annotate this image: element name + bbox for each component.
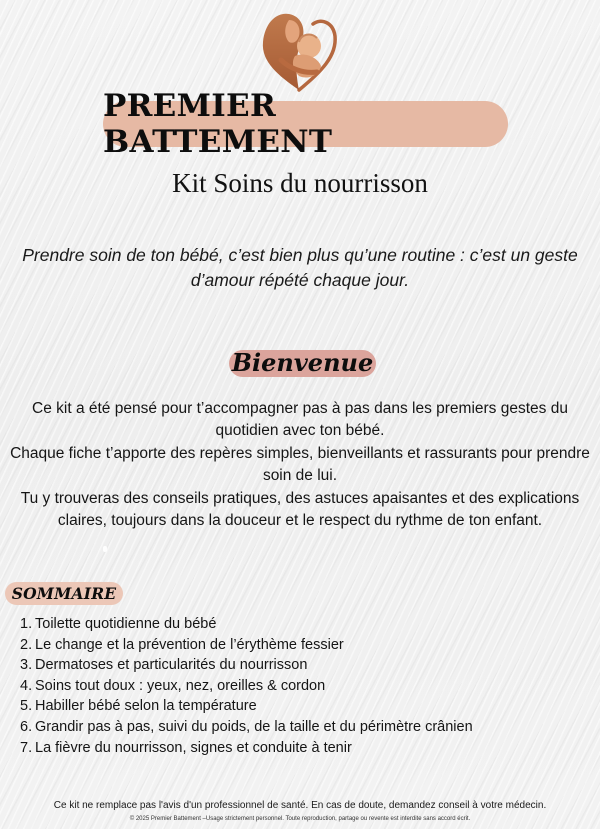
toc-number: 5. [20,698,33,715]
toc-item[interactable] [20,614,473,635]
toc-label: Habiller bébé selon la température [35,698,257,715]
toc-number: 2. [20,636,33,653]
table-of-contents [20,614,473,758]
toc-item[interactable] [20,738,473,759]
toc-item[interactable] [20,655,473,676]
logo-icon [259,6,339,94]
toc-label: Le change et la prévention de l’érythème fessier [35,636,344,653]
summary-heading: SOMMAIRE [11,584,117,603]
toc-number: 1. [20,616,33,632]
brand-title: PREMIER BATTEMENT [103,88,333,160]
welcome-heading-badge [229,350,376,377]
toc-number: 7. [20,739,33,756]
toc-number: 3. [20,657,33,674]
toc-label: La fièvre du nourrisson, signes et conduite à tenir [35,739,352,756]
welcome-paragraph: Tu y trouveras des conseils pratiques, des astuces apaisantes et des explications claires, toujours dans la douceur et le respect du rythme de ton enfant. [20,489,580,530]
mother-and-baby-heart-logo [259,6,339,94]
toc-number: 4. [20,677,33,694]
decorative-sparkle [103,546,107,552]
toc-label: Dermatoses et particularités du nourrisson [35,657,308,674]
footer-disclaimer: Ce kit ne remplace pas l'avis d'un professionnel de santé. En cas de doute, demandez conseil à votre médecin. [53,800,547,811]
toc-item[interactable] [20,676,473,697]
toc-label: Grandir pas à pas, suivi du poids, de la taille et du périmètre crânien [35,718,473,735]
summary-heading-badge [5,582,123,605]
toc-item[interactable] [20,717,473,738]
toc-item[interactable] [20,635,473,656]
page-subtitle: Kit Soins du nourrisson [172,168,428,198]
toc-label: Soins tout doux : yeux, nez, oreilles & cordon [35,677,326,694]
toc-number: 6. [20,718,33,735]
toc-item[interactable] [20,696,473,717]
brand-title-badge [103,88,508,160]
welcome-heading: Bienvenue [231,348,374,377]
welcome-text [10,398,590,532]
tagline-quote: Prendre soin de ton bébé, c’est bien plus qu’une routine : c’est un geste d’amour répété chaque jour. [22,245,578,290]
footer-copyright: © 2025 Premier Battement –Usage strictement personnel. Toute reproduction, partage ou revente est interdite sans accord écrit. [129,816,471,822]
welcome-paragraph: Ce kit a été pensé pour t’accompagner pas à pas dans les premiers gestes du quotidien avec ton bébé. [32,400,568,440]
toc-label: Toilette quotidienne du bébé [35,616,217,632]
welcome-paragraph: Chaque fiche t’apporte des repères simples, bienveillants et rassurants pour prendre soin de lui. [10,444,590,485]
